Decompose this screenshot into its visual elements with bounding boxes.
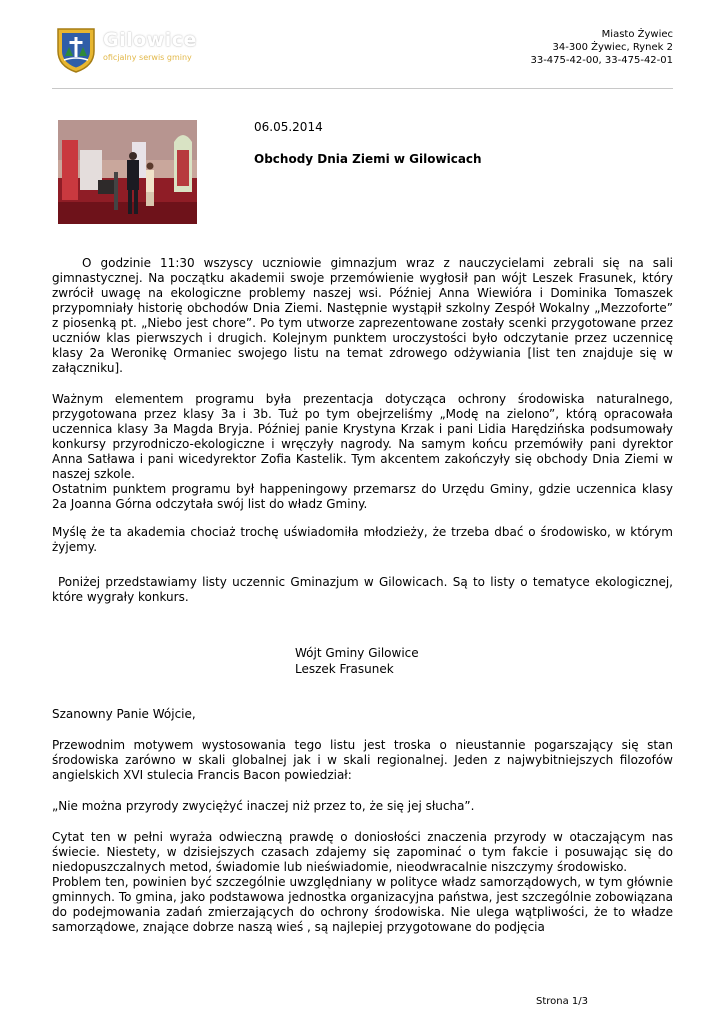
article-title: Obchody Dnia Ziemi w Gilowicach: [254, 152, 482, 166]
site-logo-text: [103, 29, 197, 62]
letter-paragraph: Cytat ten w pełni wyraża odwieczną prawdę o doniosłości znaczenia przyrody w otaczającym nas świecie. Niestety, w dzisiejszych czasach zdajemy się zapominać o tym fakcie i posuwając się do niedopuszczalnych metod, świadomie lub nieświadomie, nieodwracalnie niszczymy środowisko.: [52, 830, 673, 874]
contact-info: [530, 28, 673, 67]
addressee-title: Wójt Gminy Gilowice: [295, 646, 419, 660]
addressee-block: [295, 646, 419, 677]
article-paragraph: O godzinie 11:30 wszyscy uczniowie gimnazjum wraz z nauczycielami zebrali się na sali gimnastycznej. Na początku akademii swoje przemówienie wygłosił pan wójt Leszek Frasunek, który zwrócił uwagę na ekologiczne problemy naszej wsi. Później Anna Wiewióra i Dominika Tomaszek przypomniały historię obchodów Dnia Ziemi. Następnie wystąpił szkolny Zespół Wokalny „Mezzoforte” z piosenką pt. „Niebo jest chore”. Po tym utworze zaprezentowane zostały scenki przygotowane przez uczniów klas pierwszych i drugich. Kolejnym punktem uroczystości było odczytanie przez uczennicę klasy 2a Weronikę Ormaniec swojego listu na temat zdrowego odżywiania [list ten znajduje się w załączniku].: [52, 256, 673, 375]
site-subtitle: oficjalny serwis gminy: [103, 53, 192, 62]
letter-quote: „Nie można przyrody zwyciężyć inaczej niż przez to, że się jej słucha”.: [52, 799, 475, 813]
article-date: 06.05.2014: [254, 120, 323, 134]
article-paragraph: Myślę że ta akademia chociaż trochę uświadomiła młodzieży, że trzeba dbać o środowisko, w którym żyjemy.: [52, 525, 673, 554]
contact-phones: 33-475-42-00, 33-475-42-01: [530, 55, 673, 66]
gilowice-coat-of-arms-logo: [52, 25, 100, 73]
letter-salutation: Szanowny Panie Wójcie,: [52, 707, 196, 721]
article-paragraph: Poniżej przedstawiamy listy uczennic Gminazjum w Gilowicach. Są to listy o tematyce ekologicznej, które wygrały konkurs.: [52, 575, 673, 604]
letter-paragraph: Przewodnim motywem wystosowania tego listu jest troska o nieustannie pogarszający się stan środowiska zarówno w skali globalnej jak i w skali regionalnej. Jeden z najwybitniejszych filozofów angielskich XVI stulecia Francis Bacon powiedział:: [52, 738, 673, 782]
site-title: Gilowice: [103, 29, 197, 51]
article-paragraph: Ostatnim punktem programu był happeningowy przemarsz do Urzędu Gminy, gdzie uczennica klasy 2a Joanna Górna odczytała swój list do władz Gminy.: [52, 482, 673, 511]
header-divider: [52, 88, 673, 89]
article-photo: [58, 120, 197, 224]
letter-paragraph: Problem ten, powinien być szczególnie uwzględniany w polityce władz samorządowych, w tym głównie gminnych. To gmina, jako podstawowa jednostka organizacyjna państwa, jest szczególnie zobowiązana do podejmowania zadań zmierzających do ochrony środowiska. Nie ulega wątpliwości, że to władze samorządowe, znające dobrze naszą wieś , są najlepiej przygotowane do podjęcia: [52, 875, 673, 934]
article-paragraph: Ważnym elementem programu była prezentacja dotycząca ochrony środowiska naturalnego, przygotowana przez klasy 3a i 3b. Tuż po tym obejrzeliśmy „Modę na zielono”, którą opracowała uczennica klasy 3a Magda Bryja. Później panie Krystyna Krzak i pani Lidia Harędzińska podsumowały konkursy przyrodniczo-ekologiczne i wręczyły nagrody. Na samym końcu przemówiły pani dyrektor Anna Satława i pani wicedyrektor Zofia Kastelik. Tym akcentem zakończyły się obchody Dnia Ziemi w naszej szkole.: [52, 392, 673, 481]
addressee-name: Leszek Frasunek: [295, 661, 394, 676]
contact-city: Miasto Żywiec: [601, 29, 673, 40]
contact-address: 34-300 Żywiec, Rynek 2: [552, 42, 673, 53]
page-number: Strona 1/3: [535, 996, 588, 1007]
